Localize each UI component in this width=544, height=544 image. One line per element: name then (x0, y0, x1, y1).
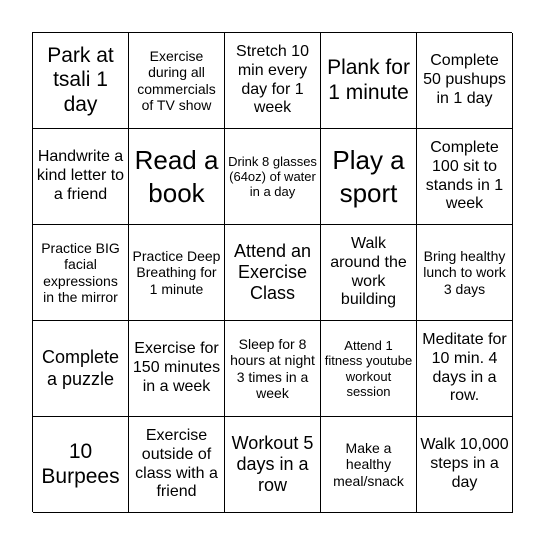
bingo-cell[interactable] (33, 33, 129, 129)
bingo-cell[interactable] (321, 33, 417, 129)
cell-text: Practice Deep Breathing for 1 minute (132, 247, 221, 297)
bingo-cell[interactable] (129, 33, 225, 129)
cell-text: Exercise outside of class with a friend (135, 427, 218, 501)
bingo-cell[interactable] (417, 417, 513, 513)
cell-text: Practice BIG facial expressions in the mirror (41, 239, 120, 305)
cell-text: Read a book (134, 145, 219, 208)
cell-text: Walk 10,000 steps in a day (420, 436, 509, 491)
cell-text: Stretch 10 min every day for 1 week (236, 43, 309, 117)
bingo-cell[interactable] (417, 321, 513, 417)
cell-text: Exercise during all commercials of TV show (137, 47, 216, 113)
bingo-cell[interactable] (225, 225, 321, 321)
bingo-cell[interactable] (129, 129, 225, 225)
bingo-cell[interactable] (321, 321, 417, 417)
cell-text: Drink 8 glasses (64oz) of water in a day (228, 153, 317, 200)
bingo-cell[interactable] (225, 33, 321, 129)
cell-text: Complete 50 pushups in 1 day (423, 52, 506, 107)
bingo-cell[interactable] (225, 417, 321, 513)
cell-text: Complete 100 sit to stands in 1 week (425, 139, 504, 213)
cell-text: Workout 5 days in a row (231, 432, 314, 496)
cell-text: 10 Burpees (41, 439, 120, 488)
cell-text: Play a sport (332, 145, 405, 208)
bingo-board (32, 32, 512, 512)
cell-text: Attend 1 fitness youtube workout session (324, 338, 413, 399)
cell-text: Sleep for 8 hours at night 3 times in a week (230, 335, 315, 401)
bingo-cell[interactable] (417, 129, 513, 225)
bingo-cell[interactable] (129, 417, 225, 513)
bingo-cell[interactable] (321, 417, 417, 513)
bingo-cell[interactable] (417, 33, 513, 129)
cell-text: Park at tsali 1 day (47, 43, 114, 116)
cell-text: Complete a puzzle (41, 347, 120, 389)
cell-text: Plank for 1 minute (327, 55, 410, 104)
cell-text: Attend an Exercise Class (233, 240, 312, 304)
cell-text: Walk around the work building (330, 235, 407, 309)
cell-text: Bring healthy lunch to work 3 days (423, 247, 506, 297)
bingo-cell[interactable] (321, 129, 417, 225)
bingo-cell[interactable] (225, 321, 321, 417)
cell-text: Exercise for 150 minutes in a week (132, 340, 221, 395)
cell-text: Make a healthy meal/snack (333, 439, 404, 489)
bingo-cell[interactable] (129, 321, 225, 417)
bingo-cell[interactable] (225, 129, 321, 225)
bingo-cell[interactable] (321, 225, 417, 321)
bingo-cell[interactable] (33, 321, 129, 417)
bingo-cell[interactable] (33, 417, 129, 513)
bingo-cell[interactable] (417, 225, 513, 321)
cell-text: Handwrite a kind letter to a friend (36, 148, 125, 203)
bingo-cell[interactable] (33, 129, 129, 225)
bingo-cell[interactable] (129, 225, 225, 321)
bingo-cell[interactable] (33, 225, 129, 321)
cell-text: Meditate for 10 min. 4 days in a row. (422, 331, 507, 405)
